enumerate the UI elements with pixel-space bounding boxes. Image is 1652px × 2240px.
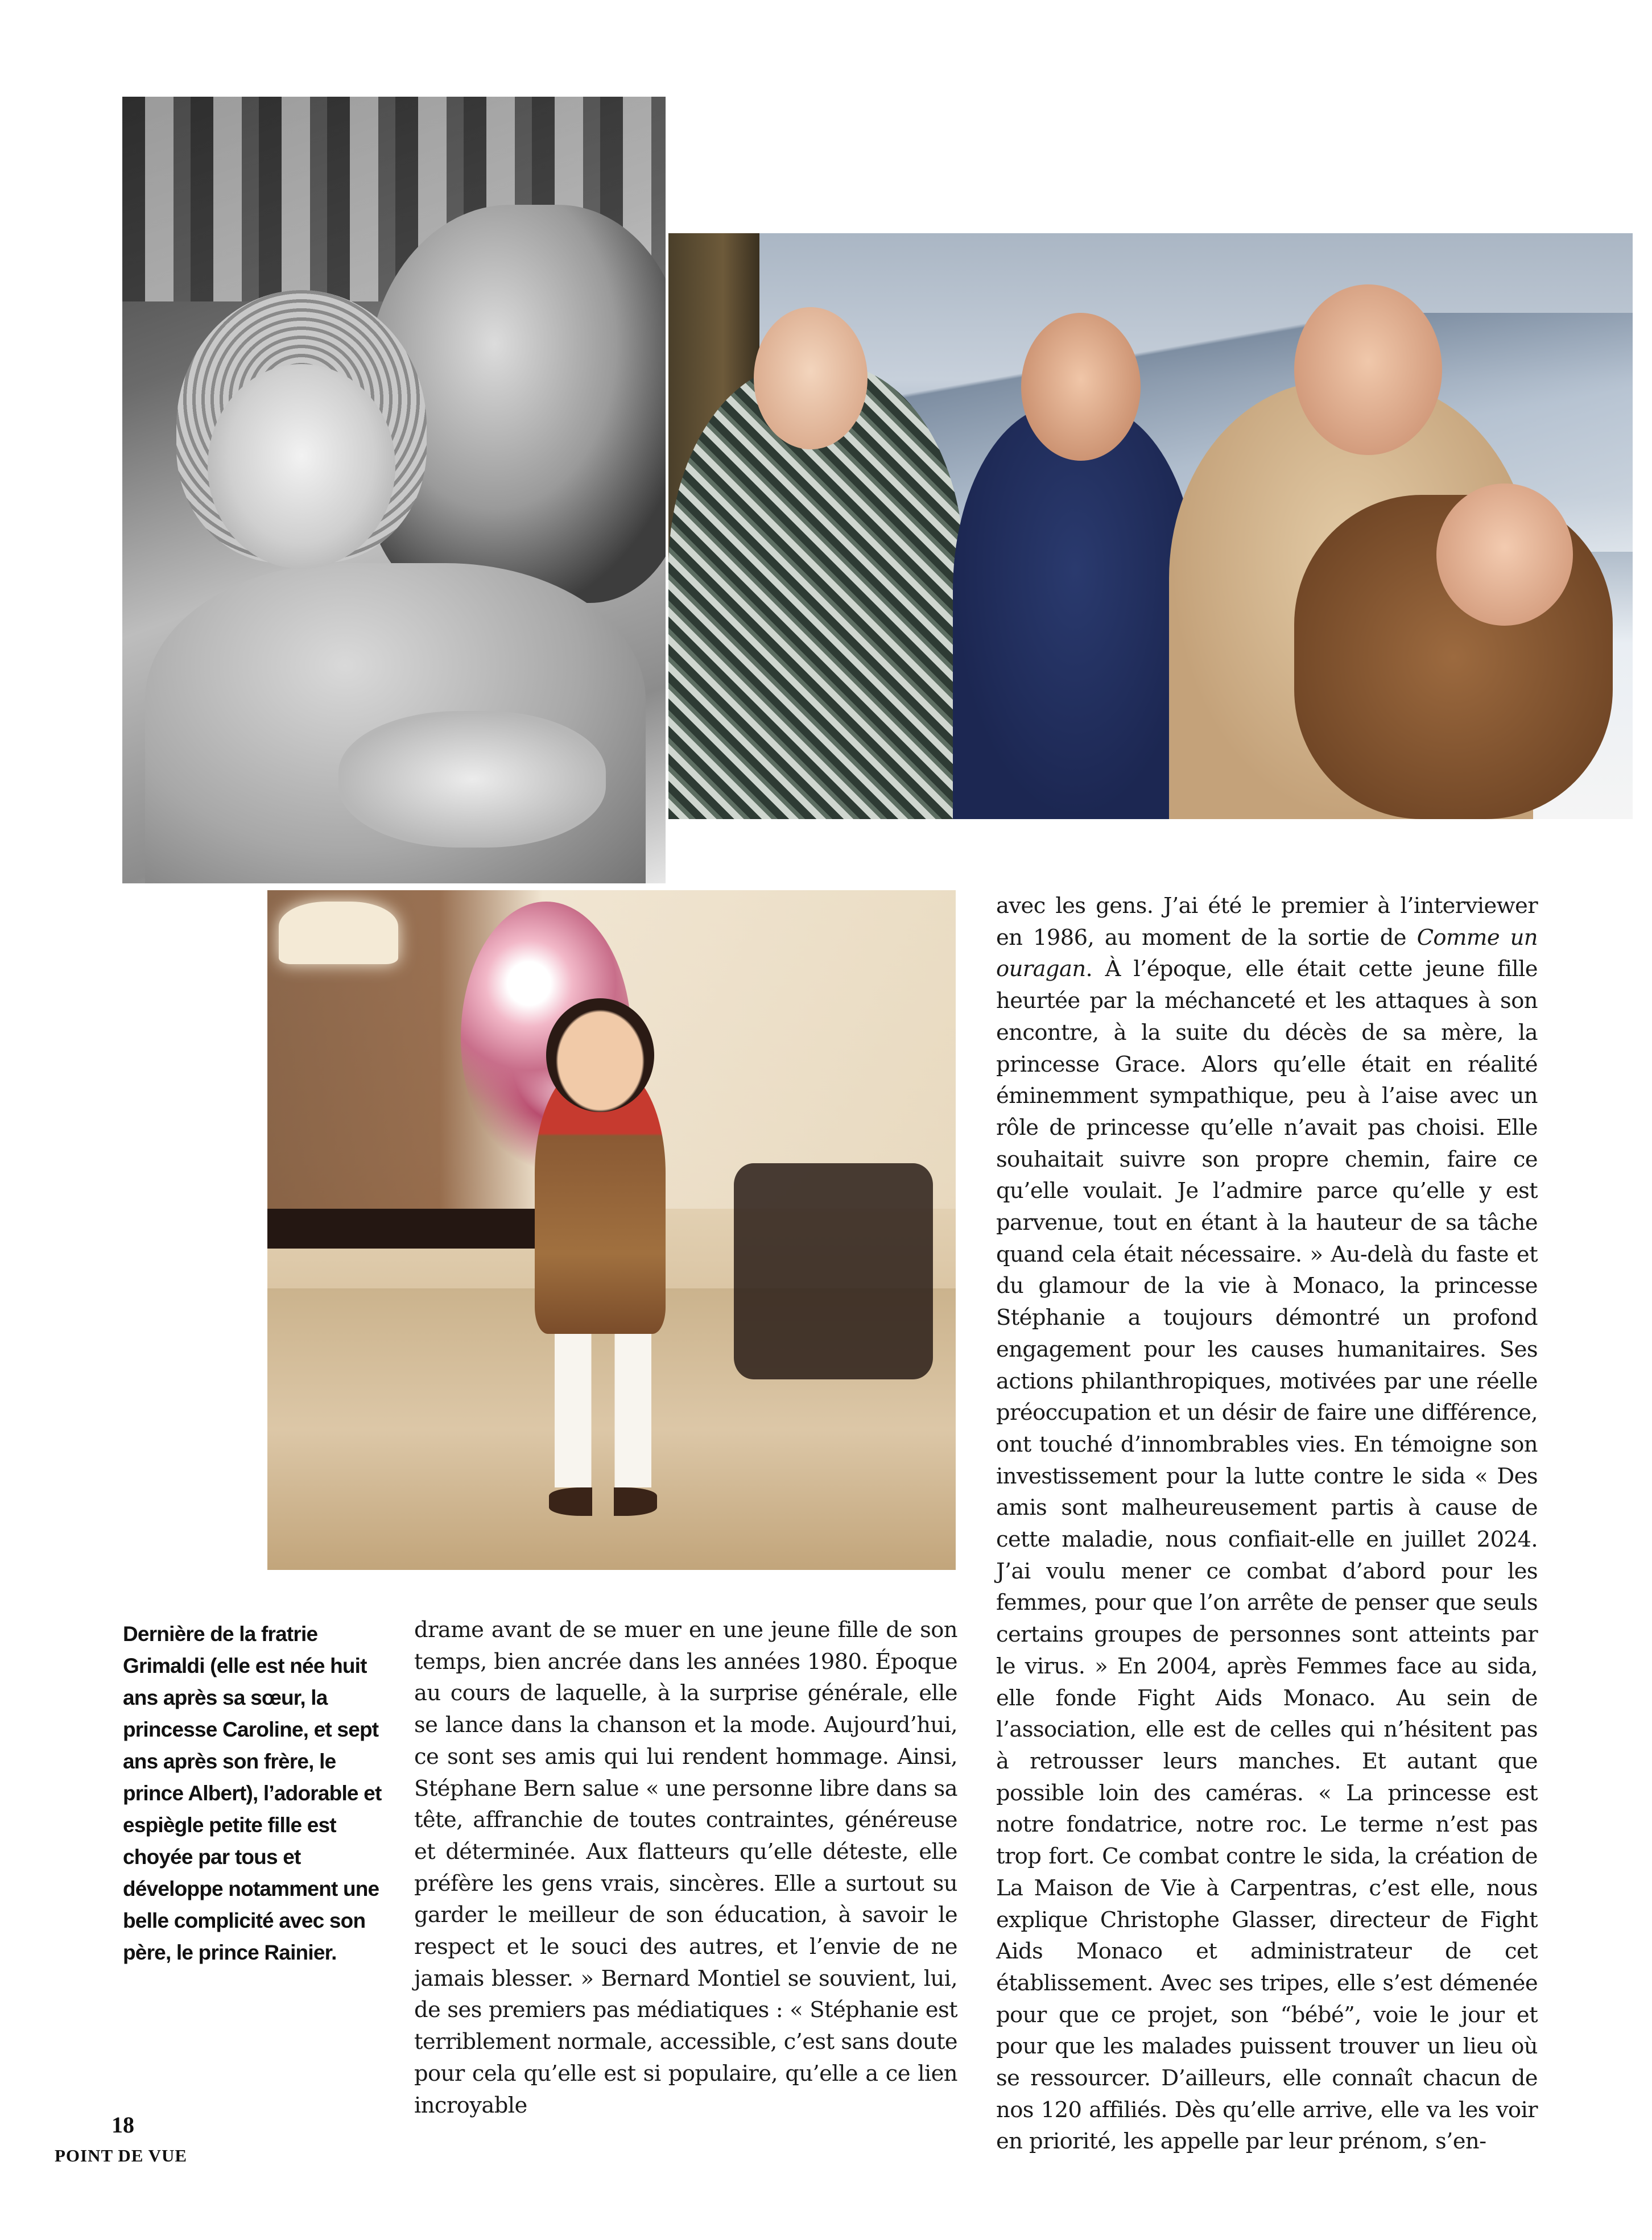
article-paragraph: [996, 890, 1538, 2158]
photo-figure-head: [546, 998, 654, 1112]
photo-girl-in-fringed-dress: [267, 890, 956, 1570]
magazine-name: POINT DE VUE: [55, 2146, 188, 2165]
article-column-middle: [414, 1614, 957, 2121]
photo-armchair: [734, 1163, 933, 1379]
article-text: avec les gens. J’ai été le premier à l’interviewer en 1986, au moment de la sortie de: [996, 893, 1538, 950]
photo-figure-legs: [555, 1328, 651, 1487]
photo-table: [267, 1209, 563, 1249]
photo-figure-child-face: [1436, 483, 1573, 626]
photo-figure-child-face: [208, 364, 395, 569]
article-paragraph: drame avant de se muer en une jeune fille de son temps, bien ancrée dans les années 1980. Époque au cours de laquelle, à la surprise générale, elle se lance dans la chanson et la mode. Aujourd’hui, ce sont ses amis qui lui rendent hommage. Ainsi, Stéphane Bern salue « une personne libre dans sa tête, affranchie de toutes contraintes, généreuse et déterminée. Aux flatteurs qu’elle déteste, elle préfère les gens vrais, sincères. Elle a surtout su garder le meilleur de son éducation, à savoir le respect et le souci des autres, et l’envie de ne jamais blesser. » Bernard Montiel se souvient, lui, de ses premiers pas médiatiques : « Stéphanie est terriblement normale, accessible, c’est sans doute pour cela qu’elle est si populaire, qu’elle a ce lien incroyable: [414, 1617, 957, 2118]
album-title: Comme un ouragan: [996, 924, 1538, 982]
photo-father-and-daughter-bw: [122, 97, 666, 883]
photo-figure-sister: [953, 404, 1197, 819]
photo-figure-mother-face: [754, 307, 868, 449]
page-number: 18: [111, 2112, 134, 2138]
photo-figure-shoes: [549, 1487, 657, 1516]
photo-lamp: [279, 902, 398, 964]
photo-figure-father-face: [1294, 284, 1442, 455]
article-column-right: [996, 890, 1538, 2158]
photo-figure-hands: [338, 711, 606, 848]
photo-caption: Dernière de la fratrie Grimaldi (elle est née huit ans après sa sœur, la princesse Caroline, et sept ans après son frère, le prince Albert), l’adorable et espiègle petite fille est choyée par tous et développe notamment une belle complicité avec son père, le prince Rainier.: [123, 1622, 382, 1964]
article-text: . À l’époque, elle était cette jeune fille heurtée par la méchanceté et les attaques à son encontre, à la suite du décès de sa mère, la princesse Grace. Alors qu’elle était en réalité éminemment sympathique, peu à l’aise avec un rôle de princesse qu’elle n’avait pas choisi. Elle souhaitait suivre son propre chemin, faire ce qu’elle voulait. Je l’admire parce qu’elle y est parvenue, tout en étant à la hauteur de sa tâche quand cela était nécessaire. » Au-delà du faste et du glamour de la vie à Monaco, la princesse Stéphanie a toujours démontré un profond engagement pour les causes humanitaires. Ses actions philanthropiques, motivées par une réelle préoccupation et un désir de faire une différence, ont touché d’innombrables vies. En témoigne son investissement pour la lutte contre le sida « Des amis sont malheureusement partis à cause de cette maladie, nous confiait-elle en juillet 2024. J’ai voulu mener ce combat d’abord pour les femmes, pour que l’on arrête de penser que seuls certains groupes de personnes sont atteints par le virus. » En 2004, après Femmes face au sida, elle fonde Fight Aids Monaco. Au sein de l’association, elle est de celles qui n’hésitent pas à retrousser leurs manches. Et autant que possible loin des caméras. « La princesse est notre fondatrice, notre roc. Le terme n’est pas trop fort. Ce combat contre le sida, la création de La Maison de Vie à Carpentras, c’est elle, nous explique Christophe Glasser, directeur de Fight Aids Monaco et administrateur de cet établissement. Avec ses tripes, elle s’est démenée pour que ce projet, son “bébé”, voie le jour et pour que les malades puissent trouver un lieu où se ressourcer. D’ailleurs, elle connaît chacun de nos 120 affiliés. Dès qu’elle arrive, elle va les voir en priorité, les appelle par leur prénom, s’en-: [996, 956, 1538, 2155]
photo-family-in-snow: [668, 233, 1633, 819]
photo-figure-sister-face: [1021, 313, 1141, 461]
